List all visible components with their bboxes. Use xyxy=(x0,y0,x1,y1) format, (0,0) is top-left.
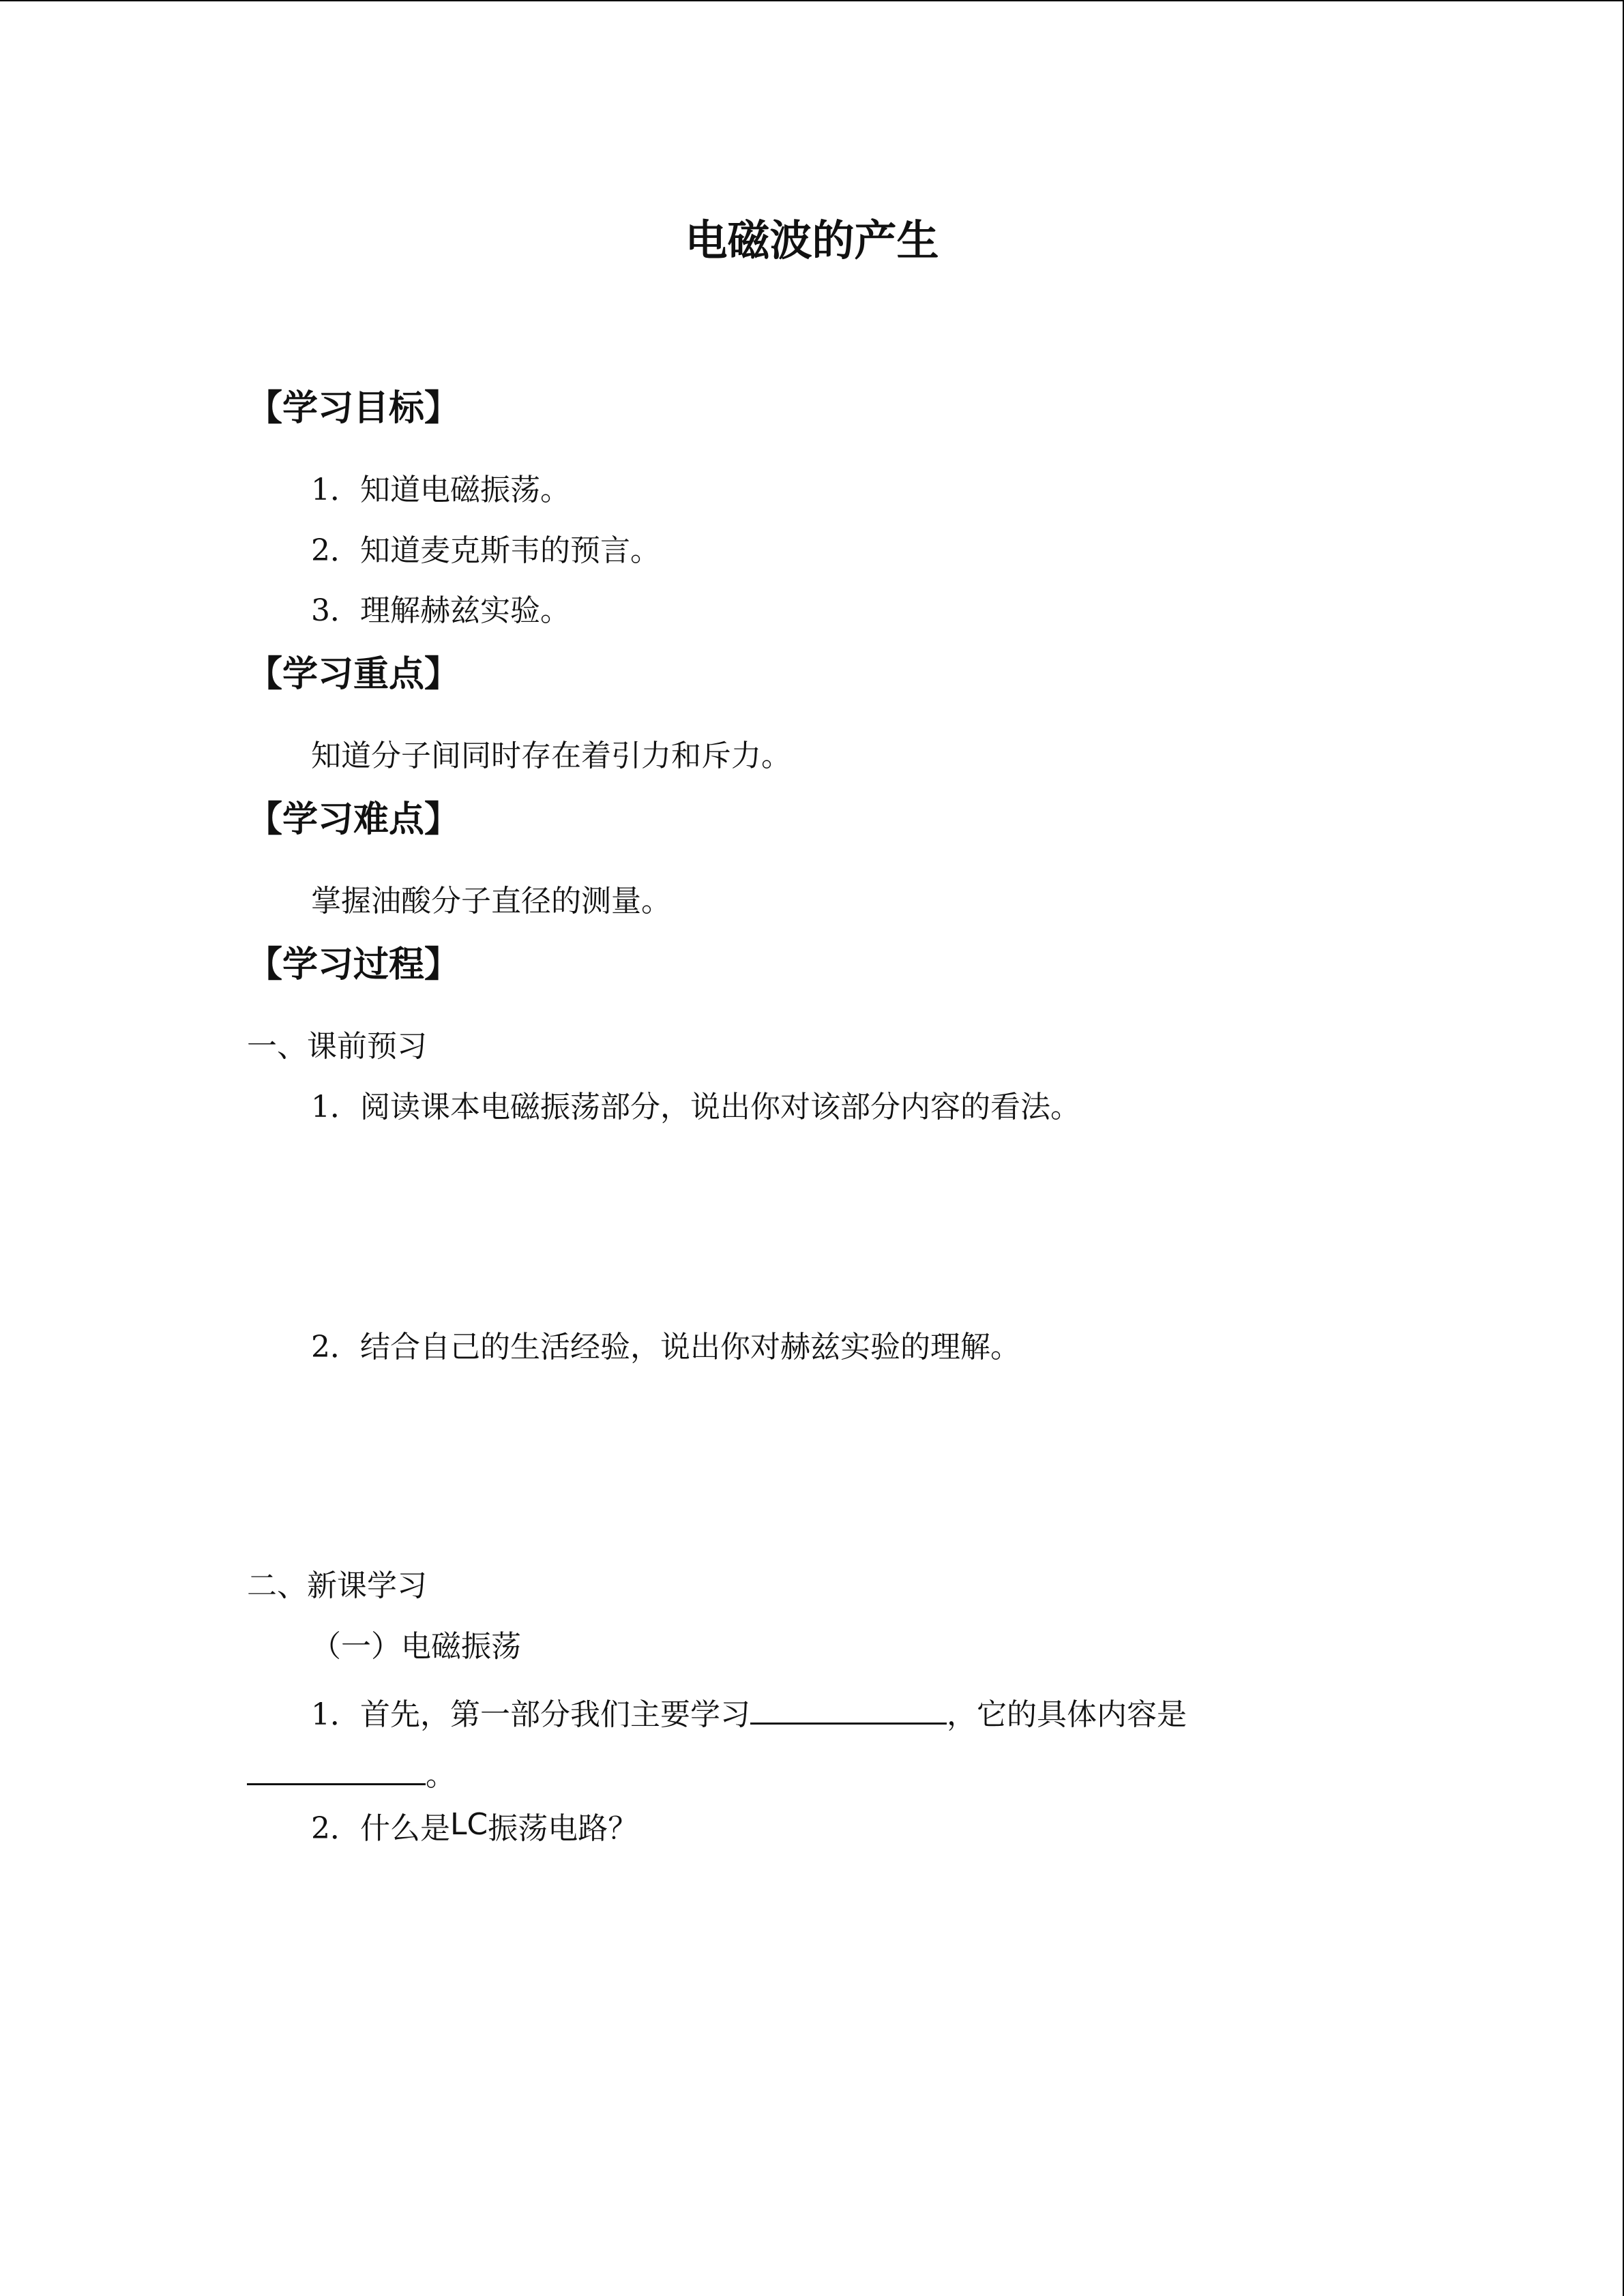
objective-item-1: 1．知道电磁振荡。 xyxy=(311,473,570,507)
objective-item-2: 2．知道麦克斯韦的预言。 xyxy=(311,533,660,568)
preview-item-1: 1．阅读课本电磁振荡部分，说出你对该部分内容的看法。 xyxy=(311,1090,1080,1124)
question-1-line-1 xyxy=(311,1693,1187,1730)
preview-item-2: 2．结合自己的生活经验，说出你对赫兹实验的理解。 xyxy=(311,1330,1020,1365)
preview-title: 一、课前预习 xyxy=(247,1029,427,1064)
page-border-top xyxy=(0,0,1624,1)
key-points-heading: 【学习重点】 xyxy=(247,654,460,695)
page-title: 电磁波的产生 xyxy=(685,215,939,265)
difficulties-heading: 【学习难点】 xyxy=(247,799,460,840)
fill-blank-2[interactable] xyxy=(247,1753,426,1785)
process-heading: 【学习过程】 xyxy=(247,944,460,985)
new-lesson-title: 二、新课学习 xyxy=(247,1568,427,1603)
difficulties-text: 掌握油酸分子直径的测量。 xyxy=(311,884,671,919)
new-lesson-subtitle: （一）电磁振荡 xyxy=(311,1629,521,1664)
question-2-suffix: 振荡电路？ xyxy=(488,1811,638,1846)
question-2-prefix: 2．什么是 xyxy=(311,1811,450,1846)
fill-blank-1[interactable] xyxy=(750,1693,947,1725)
objectives-heading: 【学习目标】 xyxy=(247,388,460,429)
objective-item-3: 3．理解赫兹实验。 xyxy=(311,593,570,628)
question-2-lc: LC xyxy=(450,1807,488,1842)
question-1-text-b: ，它的具体内容是 xyxy=(947,1697,1187,1732)
question-1-text-a: 1．首先，第一部分我们主要学习 xyxy=(311,1697,750,1732)
question-1-line-2 xyxy=(247,1753,456,1791)
question-2 xyxy=(311,1807,638,1846)
key-points-text: 知道分子间同时存在着引力和斥力。 xyxy=(311,739,791,773)
question-1-end: 。 xyxy=(426,1758,456,1793)
